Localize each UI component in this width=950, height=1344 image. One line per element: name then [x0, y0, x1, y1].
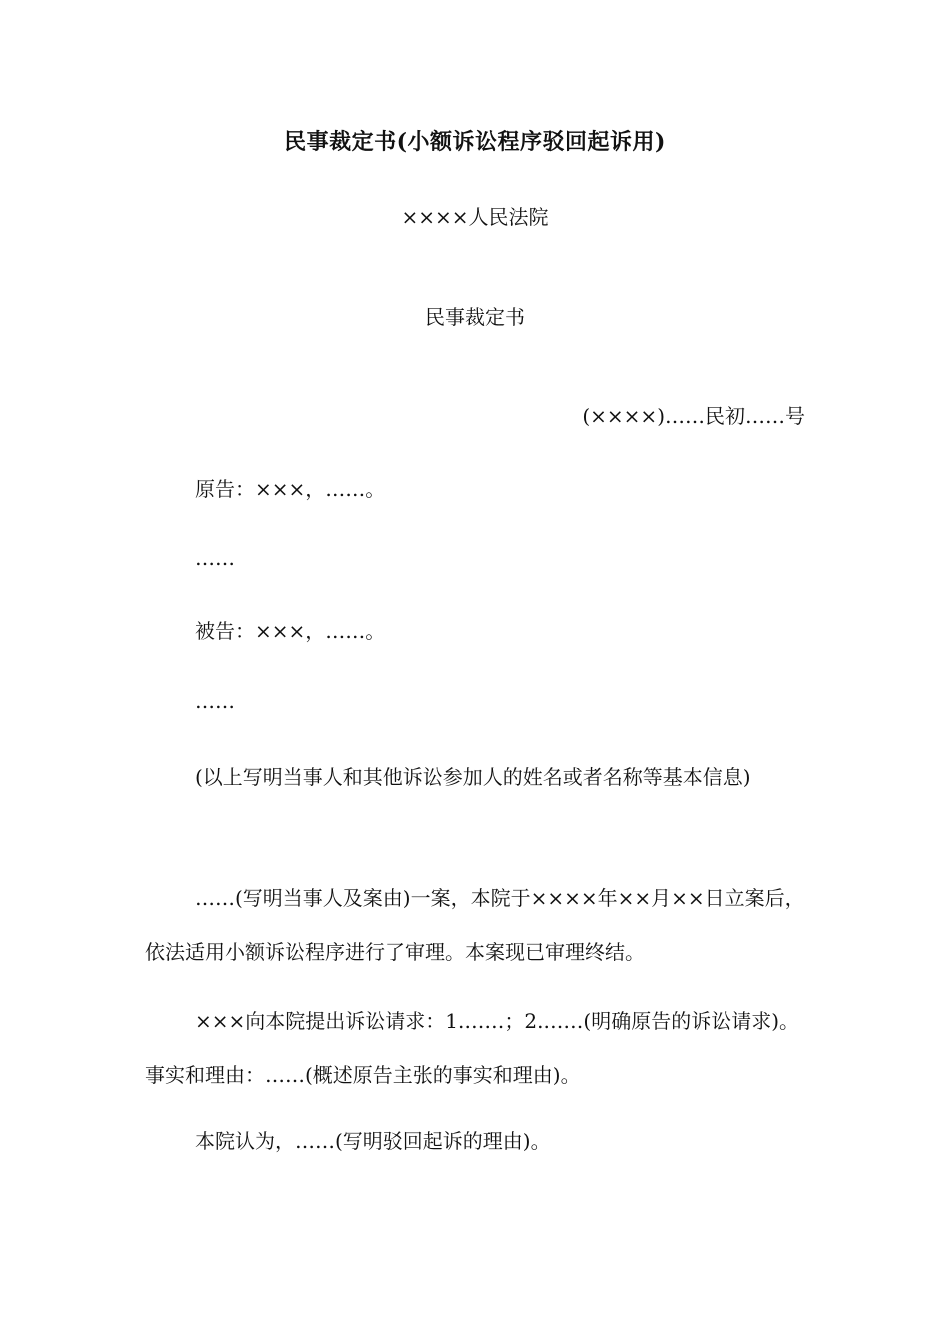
plaintiff-paragraph: 原告：×××，……。 — [195, 477, 386, 501]
ellipsis-paragraph: …… — [195, 689, 235, 713]
document-type: 民事裁定书 — [425, 305, 525, 329]
claims-paragraph: ×××向本院提出诉讼请求：1.……；2.……(明确原告的诉讼请求)。事实和理由：……(概述原告主张的事实和理由)。 — [145, 1009, 800, 1087]
document-title: 民事裁定书(小额诉讼程序驳回起诉用) — [284, 129, 666, 155]
parties-note-paragraph: (以上写明当事人和其他诉讼参加人的姓名或者名称等基本信息) — [195, 765, 751, 789]
case-number: (××××)……民初……号 — [582, 404, 805, 428]
court-opinion-paragraph: 本院认为，……(写明驳回起诉的理由)。 — [195, 1129, 551, 1153]
court-name: ××××人民法院 — [401, 205, 549, 229]
defendant-paragraph: 被告：×××，……。 — [195, 619, 386, 643]
ellipsis-paragraph: …… — [195, 546, 235, 570]
case-intro-paragraph: ……(写明当事人及案由)一案，本院于××××年××月××日立案后，依法适用小额诉讼程序进行了审理。本案现已审理终结。 — [145, 886, 805, 964]
